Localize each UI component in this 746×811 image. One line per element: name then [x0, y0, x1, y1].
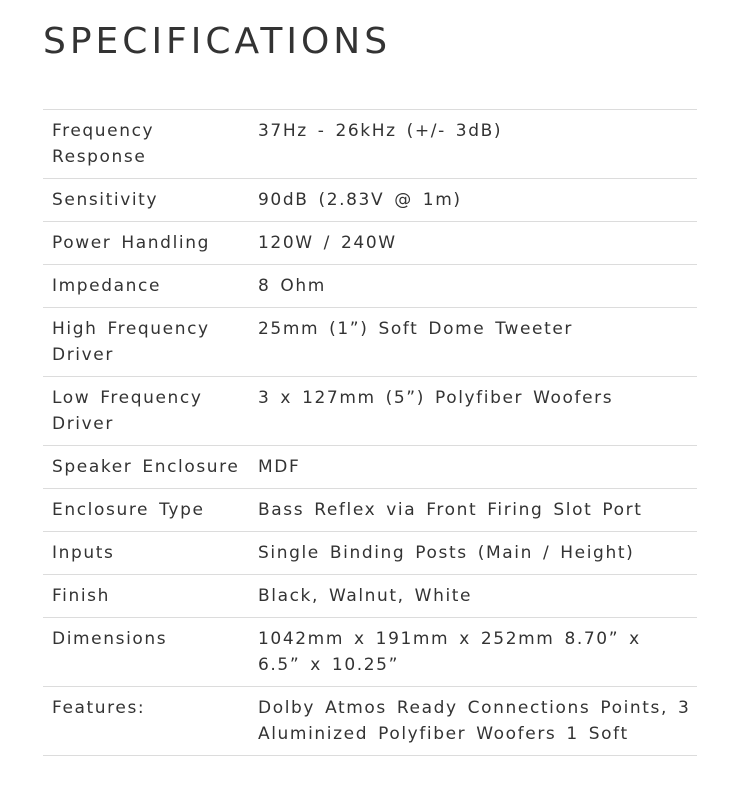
- spec-row-power-handling: [43, 222, 697, 265]
- spec-value: Black, Walnut, White: [249, 575, 697, 618]
- spec-label: Impedance: [43, 265, 249, 308]
- spec-label: Frequency Response: [43, 110, 249, 179]
- spec-row-features: [43, 687, 697, 756]
- spec-row-impedance: [43, 265, 697, 308]
- spec-value: 8 Ohm: [249, 265, 697, 308]
- spec-label: Low Frequency Driver: [43, 377, 249, 446]
- spec-label: Power Handling: [43, 222, 249, 265]
- spec-value: 37Hz - 26kHz (+/- 3dB): [249, 110, 697, 179]
- spec-value: 90dB (2.83V @ 1m): [249, 179, 697, 222]
- specifications-table: [43, 109, 697, 756]
- spec-row-low-frequency-driver: [43, 377, 697, 446]
- spec-value: Single Binding Posts (Main / Height): [249, 532, 697, 575]
- spec-value: 1042mm x 191mm x 252mm 8.70” x 6.5” x 10.25”: [249, 618, 697, 687]
- spec-value: MDF: [249, 446, 697, 489]
- spec-label: Inputs: [43, 532, 249, 575]
- spec-label: Speaker Enclosure: [43, 446, 249, 489]
- spec-row-finish: [43, 575, 697, 618]
- spec-row-sensitivity: [43, 179, 697, 222]
- spec-row-enclosure-type: [43, 489, 697, 532]
- spec-label: Dimensions: [43, 618, 249, 687]
- spec-value: 3 x 127mm (5”) Polyfiber Woofers: [249, 377, 697, 446]
- spec-row-dimensions: [43, 618, 697, 687]
- spec-value: 120W / 240W: [249, 222, 697, 265]
- spec-value: Bass Reflex via Front Firing Slot Port: [249, 489, 697, 532]
- spec-label: Enclosure Type: [43, 489, 249, 532]
- spec-label: Sensitivity: [43, 179, 249, 222]
- spec-label: Features:: [43, 687, 249, 756]
- spec-row-high-frequency-driver: [43, 308, 697, 377]
- spec-row-speaker-enclosure: [43, 446, 697, 489]
- spec-row-frequency-response: [43, 110, 697, 179]
- spec-label: Finish: [43, 575, 249, 618]
- spec-label: High Frequency Driver: [43, 308, 249, 377]
- page-title: SPECIFICATIONS: [43, 21, 392, 62]
- spec-value: Dolby Atmos Ready Connections Points, 3 Aluminized Polyfiber Woofers 1 Soft: [249, 687, 697, 756]
- spec-row-inputs: [43, 532, 697, 575]
- spec-value: 25mm (1”) Soft Dome Tweeter: [249, 308, 697, 377]
